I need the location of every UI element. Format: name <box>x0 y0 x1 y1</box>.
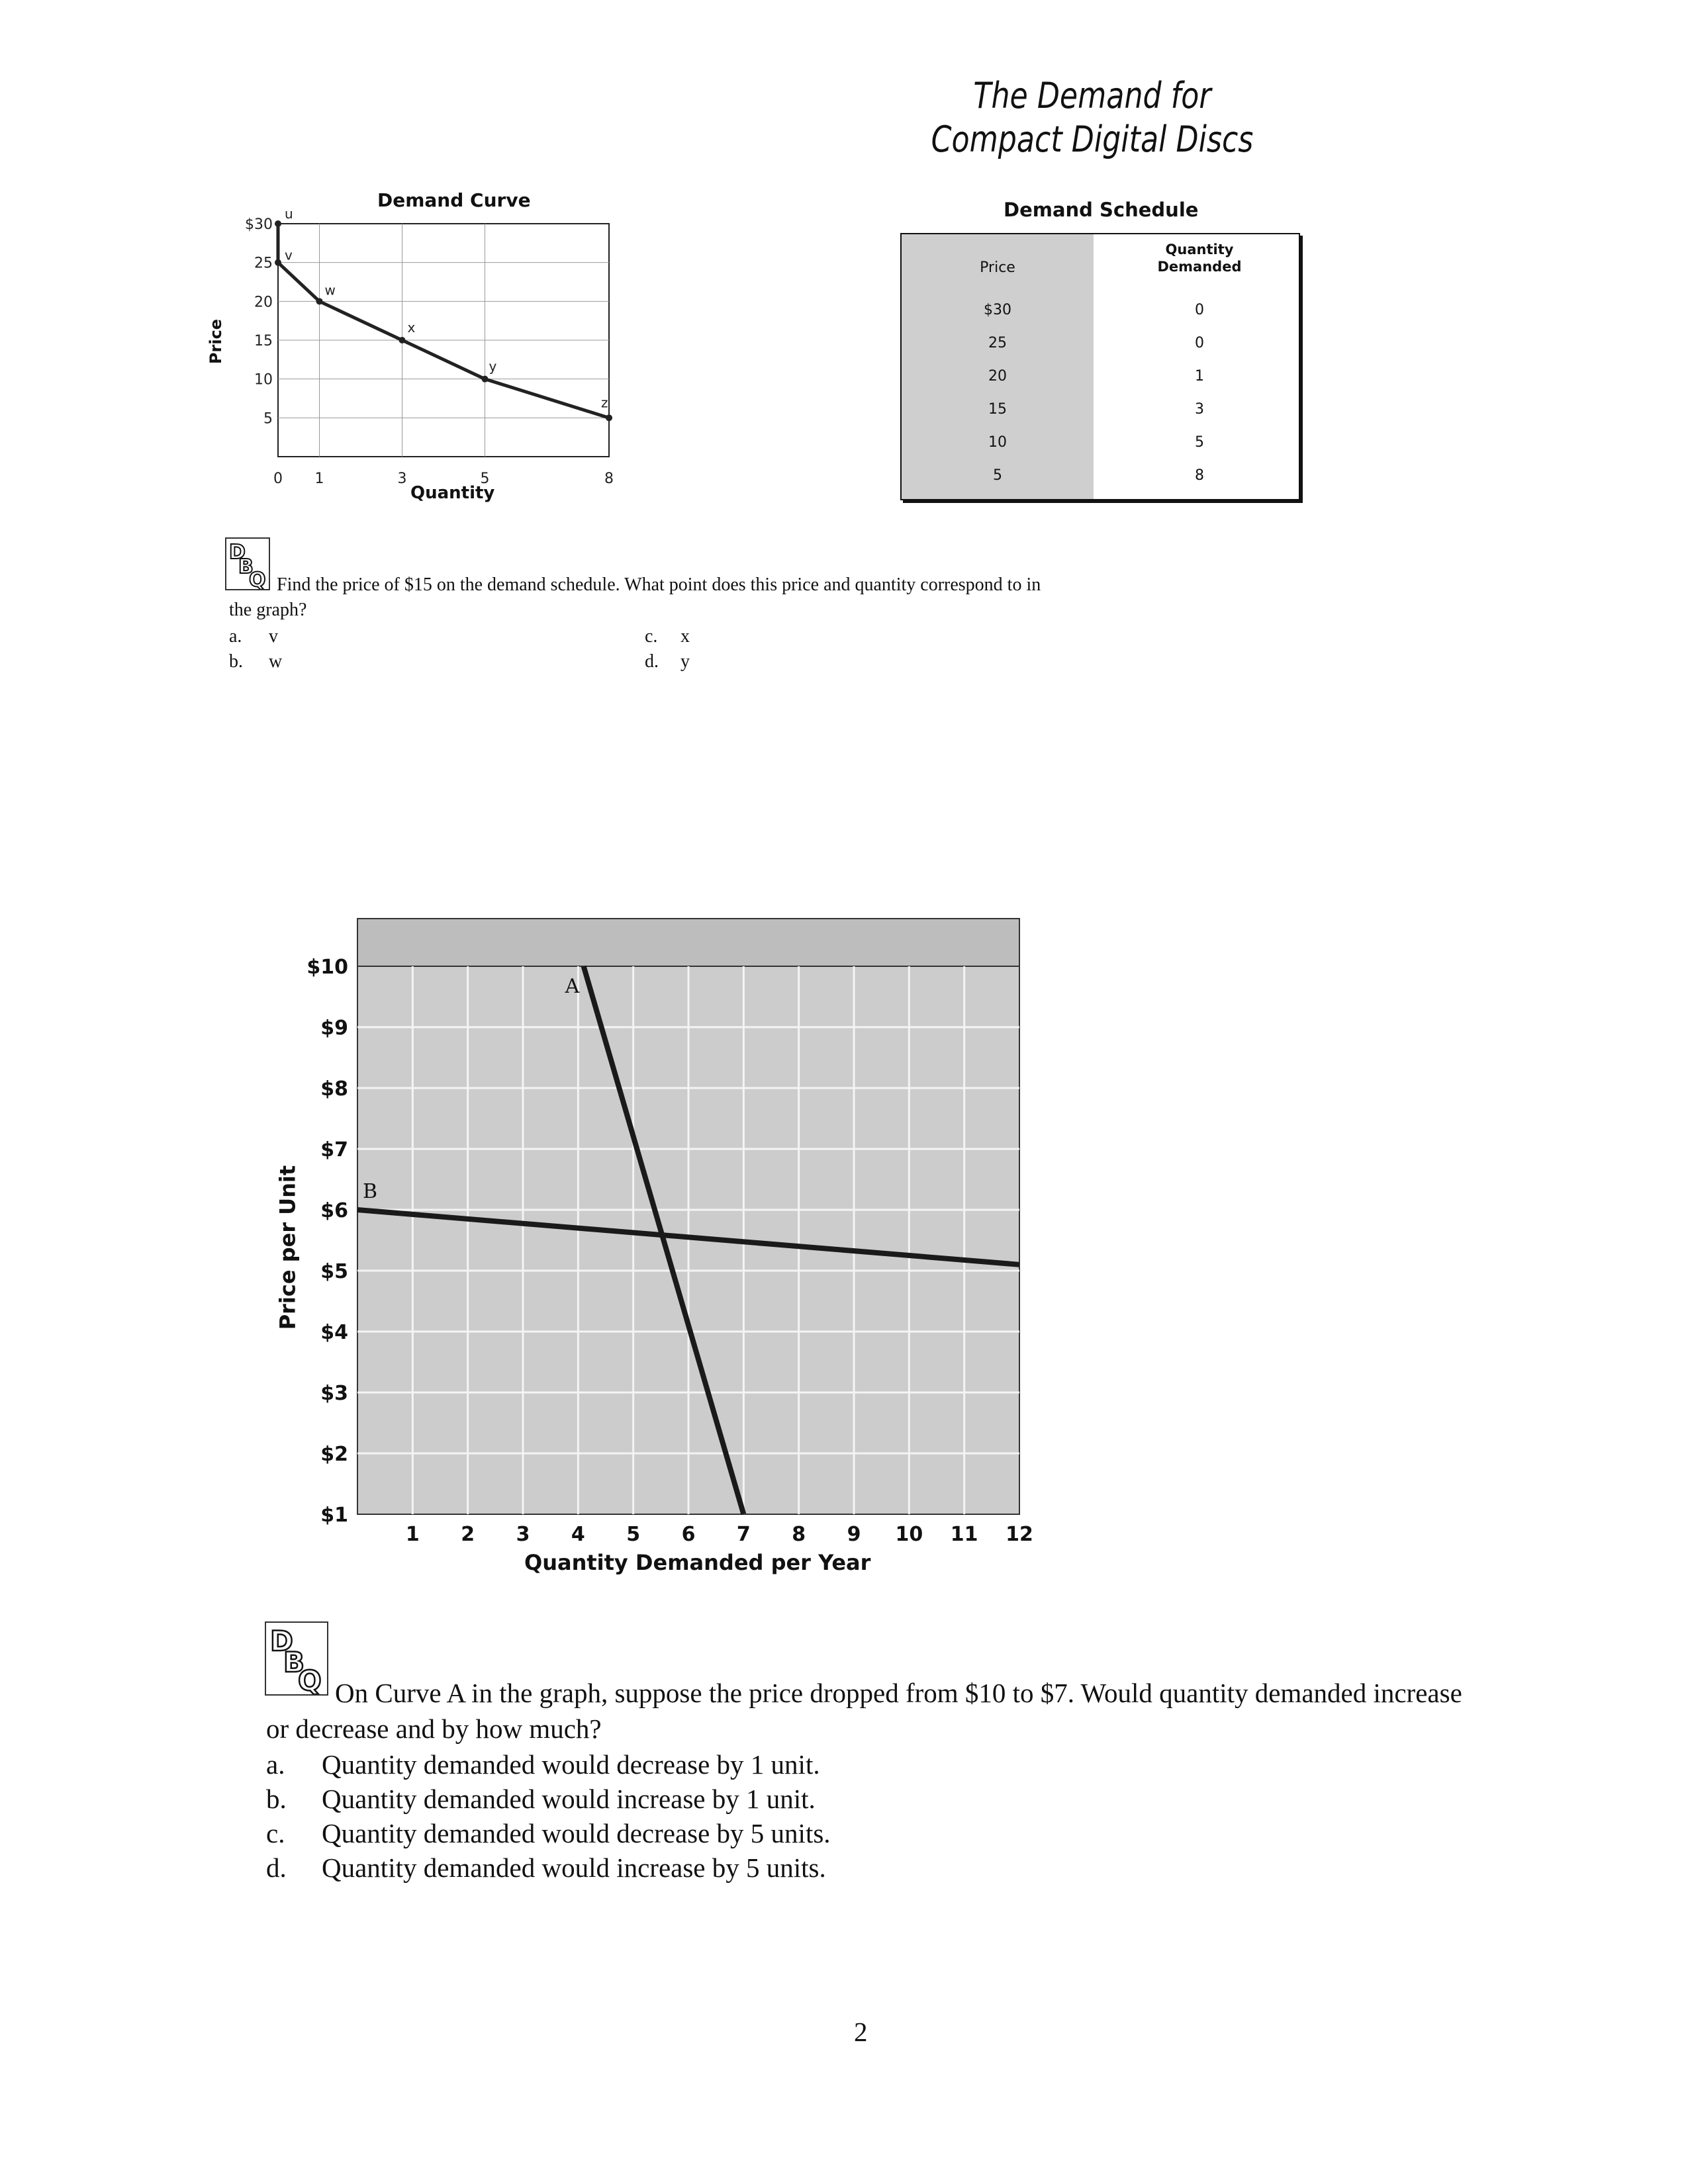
option-letter: b. <box>229 651 243 672</box>
option-text: y <box>680 651 690 672</box>
question1-option-d <box>645 651 690 672</box>
question2-option-c <box>266 1817 831 1849</box>
y-tick-label: $3 <box>320 1382 348 1405</box>
option-letter: a. <box>266 1749 285 1780</box>
page-title-line2: Compact Digital Discs <box>931 118 1254 160</box>
y-tick-label: 10 <box>254 371 273 388</box>
y-tick-label: $4 <box>320 1321 348 1344</box>
data-point-v <box>275 259 281 266</box>
schedule-quantity-cell: 5 <box>1195 434 1204 451</box>
x-tick-label: 1 <box>314 471 324 487</box>
question2-option-d <box>266 1852 826 1884</box>
x-tick-label: 7 <box>736 1523 751 1546</box>
question1-option-c <box>645 626 690 647</box>
schedule-quantity-cell: 0 <box>1195 302 1204 318</box>
question2-option-b <box>266 1783 816 1815</box>
y-tick-label: 5 <box>263 410 273 428</box>
point-label-x: x <box>407 320 416 336</box>
svg-text:D: D <box>270 1625 293 1657</box>
x-tick-label: 6 <box>681 1523 696 1546</box>
schedule-price-cell: 15 <box>988 401 1007 418</box>
demand-curve-chart <box>207 185 642 516</box>
y-tick-label: 20 <box>254 294 273 311</box>
y-tick-label: $2 <box>320 1443 348 1466</box>
data-point-w <box>316 298 323 304</box>
dbq-icon <box>226 539 269 589</box>
y-tick-label: $1 <box>320 1504 348 1527</box>
question2-option-a <box>266 1749 820 1780</box>
x-tick-label: 0 <box>273 471 283 487</box>
y-tick-label: $9 <box>320 1017 348 1040</box>
data-point-u <box>275 220 281 227</box>
point-label-z: z <box>601 394 608 411</box>
page-title-line1: The Demand for <box>973 75 1211 116</box>
option-letter: c. <box>266 1818 285 1848</box>
question1-line1: Find the price of $15 on the demand schedule. What point does this price and quantity correspond to in <box>277 574 1041 595</box>
page-number: 2 <box>854 2017 868 2047</box>
demand-curve-xlabel: Quantity <box>410 483 495 503</box>
curve-B-label: B <box>363 1180 378 1203</box>
demand-curve-plot <box>218 185 642 516</box>
svg-text:B: B <box>238 555 254 578</box>
page-title <box>902 74 1282 161</box>
data-point-y <box>482 376 489 383</box>
question2-line2: or decrease and by how much? <box>266 1713 602 1744</box>
x-tick-label: 3 <box>516 1523 530 1546</box>
x-tick-label: 3 <box>397 471 407 487</box>
dbq-badge-2 <box>265 1621 328 1696</box>
x-tick-label: 10 <box>895 1523 923 1546</box>
point-label-v: v <box>285 247 293 263</box>
header-quantity-demanded-text: Quantity Demanded <box>1157 242 1242 275</box>
point-label-y: y <box>489 358 497 375</box>
question1-line2: the graph? <box>229 600 307 620</box>
option-text: x <box>680 626 690 647</box>
dbq-badge-1 <box>225 537 270 590</box>
curves-ylabel: Price per Unit <box>275 1165 301 1330</box>
point-label-w: w <box>324 282 336 298</box>
option-letter: b. <box>266 1784 287 1814</box>
svg-text:Q: Q <box>298 1664 322 1694</box>
curve-A-label: A <box>565 975 580 998</box>
option-text: Quantity demanded would increase by 1 unit. <box>322 1784 816 1814</box>
x-tick-label: 12 <box>1006 1523 1033 1546</box>
schedule-price-cell: 5 <box>993 467 1002 484</box>
y-tick-label: 15 <box>254 333 273 349</box>
curves-xlabel: Quantity Demanded per Year <box>524 1550 871 1575</box>
option-text: v <box>269 626 278 647</box>
data-point-z <box>606 414 612 421</box>
schedule-quantity-cell: 3 <box>1195 401 1204 418</box>
x-tick-label: 8 <box>792 1523 806 1546</box>
point-label-u: u <box>285 206 293 222</box>
x-tick-label: 9 <box>847 1523 861 1546</box>
demand-schedule-table <box>900 233 1300 500</box>
option-letter: d. <box>266 1852 287 1883</box>
curves-chart <box>252 900 1046 1602</box>
schedule-quantity-cell: 8 <box>1195 467 1204 484</box>
demand-schedule-title: Demand Schedule <box>1004 199 1199 221</box>
option-letter: d. <box>645 651 659 672</box>
x-tick-label: 2 <box>461 1523 475 1546</box>
header-quantity-demanded <box>1127 241 1272 275</box>
header-price: Price <box>980 259 1015 276</box>
y-tick-label: $10 <box>306 956 348 979</box>
option-letter: a. <box>229 626 242 647</box>
y-tick-label: $8 <box>320 1077 348 1101</box>
schedule-price-cell: 25 <box>988 335 1007 351</box>
y-tick-label: $5 <box>320 1260 348 1283</box>
svg-text:B: B <box>283 1646 305 1678</box>
svg-text:Q: Q <box>249 569 266 589</box>
plot-header-band <box>357 919 1019 966</box>
x-tick-label: 5 <box>480 471 490 487</box>
schedule-price-cell: $30 <box>984 302 1011 318</box>
curves-plot <box>252 900 1046 1602</box>
schedule-quantity-cell: 0 <box>1195 335 1204 351</box>
schedule-price-cell: 20 <box>988 368 1007 385</box>
option-text: Quantity demanded would decrease by 5 units. <box>322 1818 831 1848</box>
y-tick-label: $30 <box>245 216 273 233</box>
question1-option-b <box>229 651 283 672</box>
option-text: Quantity demanded would increase by 5 units. <box>322 1852 826 1883</box>
schedule-quantity-cell: 1 <box>1195 368 1204 385</box>
demand-curve-title: Demand Curve <box>377 189 531 211</box>
x-tick-label: 1 <box>405 1523 420 1546</box>
option-letter: c. <box>645 626 658 647</box>
question2-line1: On Curve A in the graph, suppose the price dropped from $10 to $7. Would quantity demanded increase <box>335 1678 1462 1708</box>
option-text: Quantity demanded would decrease by 1 unit. <box>322 1749 820 1780</box>
x-tick-label: 11 <box>950 1523 978 1546</box>
y-tick-label: $7 <box>320 1138 348 1161</box>
svg-text:D: D <box>229 541 246 564</box>
y-tick-label: $6 <box>320 1199 348 1222</box>
demand-curve-ylabel: Price <box>207 318 226 365</box>
schedule-price-cell: 10 <box>988 434 1007 451</box>
x-tick-label: 8 <box>604 471 614 487</box>
data-point-x <box>399 337 406 343</box>
x-tick-label: 4 <box>571 1523 585 1546</box>
option-text: w <box>269 651 283 672</box>
dbq-icon <box>266 1623 327 1694</box>
x-tick-label: 5 <box>626 1523 641 1546</box>
question1-option-a <box>229 626 278 647</box>
y-tick-label: 25 <box>254 255 273 272</box>
